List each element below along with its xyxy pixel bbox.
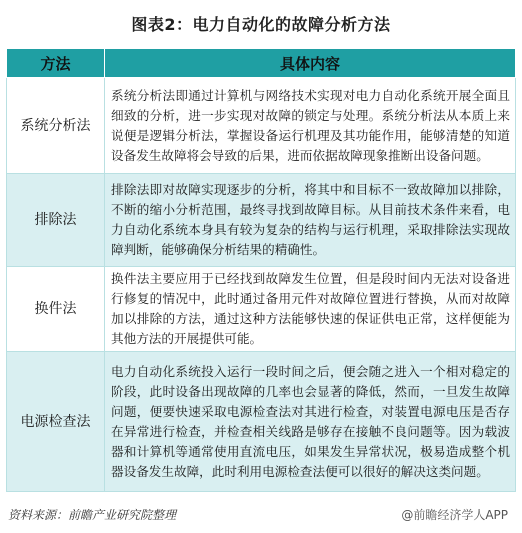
table-row xyxy=(7,267,516,352)
header-content: 具体内容 xyxy=(105,49,516,78)
watermark-text: @前瞻经济学人APP xyxy=(401,508,508,522)
method-cell: 排除法 xyxy=(7,174,105,267)
source-note: 资料来源：前瞻产业研究院整理 xyxy=(8,508,177,522)
content-cell: 电力自动化系统投入运行一段时间之后，便会随之进入一个相对稳定的阶段，此时设备出现故障的几率也会显著的降低，然而，一旦发生故障问题，便要快速采取电源检查法对其进行检查，对装置电源电压是否存在异常进行检查，并检查相关线路是够存在接触不良问题等。因为载波器和计算机等通常使用直流电压，如果发生异常状况，极易造成整个机器设备发生故障，此时利用电源检查法便可以很好的解决这类问题。 xyxy=(105,352,516,492)
table-title: 图表2：电力自动化的故障分析方法 xyxy=(131,15,391,34)
table-row xyxy=(7,78,516,174)
content-cell: 换件法主要应用于已经找到故障发生位置，但是段时间内无法对设备进行修复的情况中，此时通过备用元件对故障位置进行替换，从而对故障加以排除的方法，通过这种方法能够快速的保证供电正常，这样便能为其他方法的开展提供可能。 xyxy=(105,267,516,352)
table-row xyxy=(7,174,516,267)
header-method: 方法 xyxy=(7,49,105,78)
content-cell: 排除法即对故障实现逐步的分析，将其中和目标不一致故障加以排除，不断的缩小分析范围，最终寻找到故障目标。从目前技术条件来看，电力自动化系统本身具有较为复杂的结构与运行机理，采取排除法实现故障判断，能够确保分析结果的精确性。 xyxy=(105,174,516,267)
fault-analysis-table xyxy=(6,48,516,492)
content-cell: 系统分析法即通过计算机与网络技术实现对电力自动化系统开展全面且细致的分析，进一步实现对故障的锁定与处理。系统分析法从本质上来说便是逻辑分析法，掌握设备运行机理及其功能作用，能够清楚的知道设备发生故障将会导致的后果，进而依据故障现象推断出设备问题。 xyxy=(105,78,516,174)
table-row xyxy=(7,352,516,492)
table-header-row xyxy=(7,49,516,78)
method-cell: 电源检查法 xyxy=(7,352,105,492)
method-cell: 换件法 xyxy=(7,267,105,352)
method-cell: 系统分析法 xyxy=(7,78,105,174)
